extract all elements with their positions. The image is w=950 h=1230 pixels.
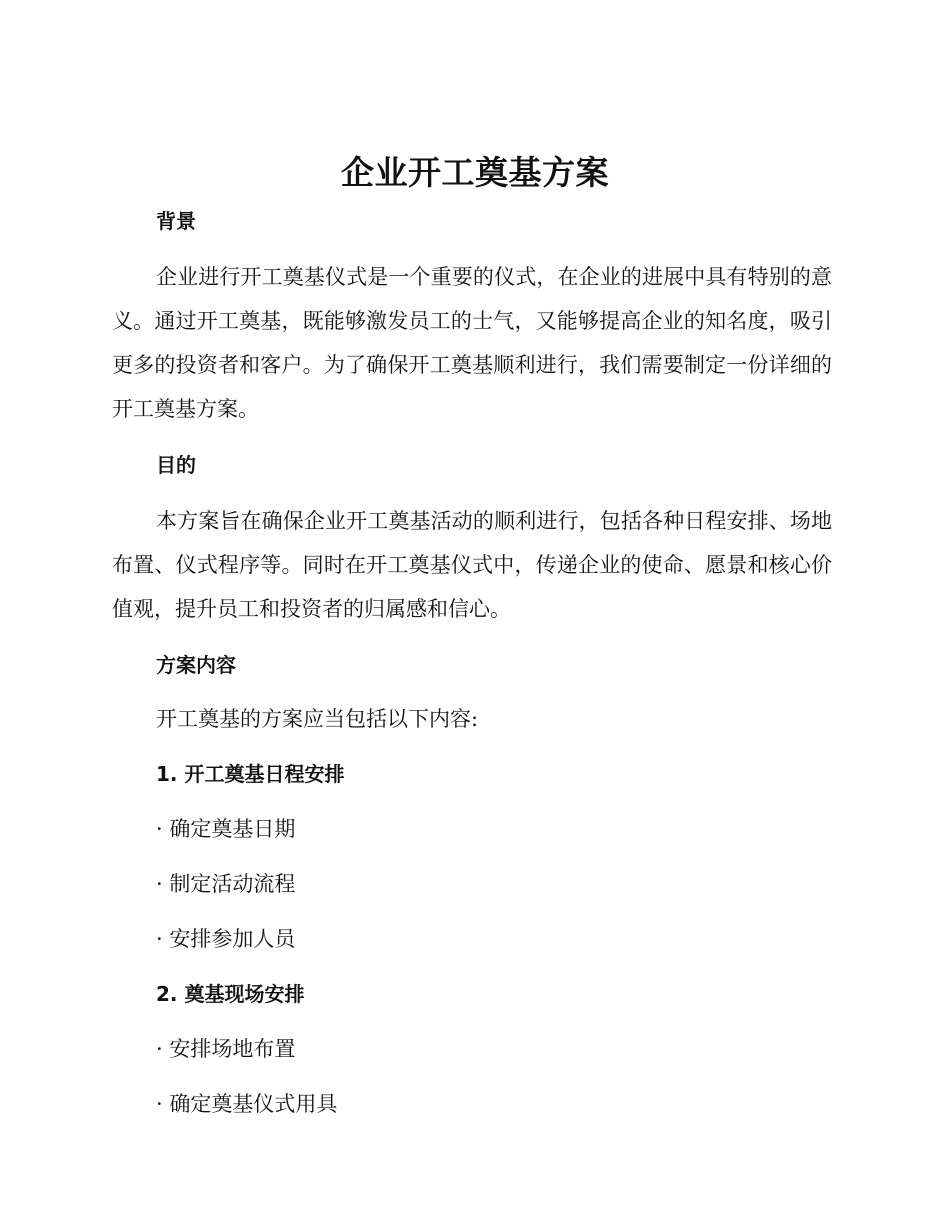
plan-item-heading: 2. 奠基现场安排 [156,982,305,1006]
spacer [112,794,832,809]
document-title: 企业开工奠基方案 [341,153,609,192]
spacer [112,484,832,499]
spacer [112,684,832,699]
spacer [112,1069,832,1084]
purpose-paragraph: 本方案旨在确保企业开工奠基活动的顺利进行，包括各种日程安排、场地布置、仪式程序等。同时在开工奠基仪式中，传递企业的使命、愿景和核心价值观，提升员工和投资者的归属感和信心。 [112,509,832,621]
spacer [112,739,832,754]
list-item: · 安排场地布置 [156,1037,296,1061]
list-item: · 确定奠基仪式用具 [156,1092,338,1116]
spacer [112,431,832,446]
spacer [112,631,832,646]
spacer [112,1014,832,1029]
spacer [112,959,832,974]
list-item: · 安排参加人员 [156,927,296,951]
background-paragraph: 企业进行开工奠基仪式是一个重要的仪式，在企业的进展中具有特别的意义。通过开工奠基，既能够激发员工的士气，又能够提高企业的知名度，吸引更多的投资者和客户。为了确保开工奠基顺利进行，我们需要制定一份详细的开工奠基方案。 [112,265,832,421]
spacer [112,240,832,255]
section-heading-background: 背景 [156,209,196,233]
spacer [112,904,832,919]
section-heading-plan: 方案内容 [156,653,236,677]
document-body [112,202,832,1124]
section-heading-purpose: 目的 [156,453,196,477]
list-item: · 确定奠基日期 [156,817,296,841]
plan-intro: 开工奠基的方案应当包括以下内容: [156,707,479,731]
spacer [112,849,832,864]
plan-item-heading: 1. 开工奠基日程安排 [156,762,345,786]
list-item: · 制定活动流程 [156,872,296,896]
